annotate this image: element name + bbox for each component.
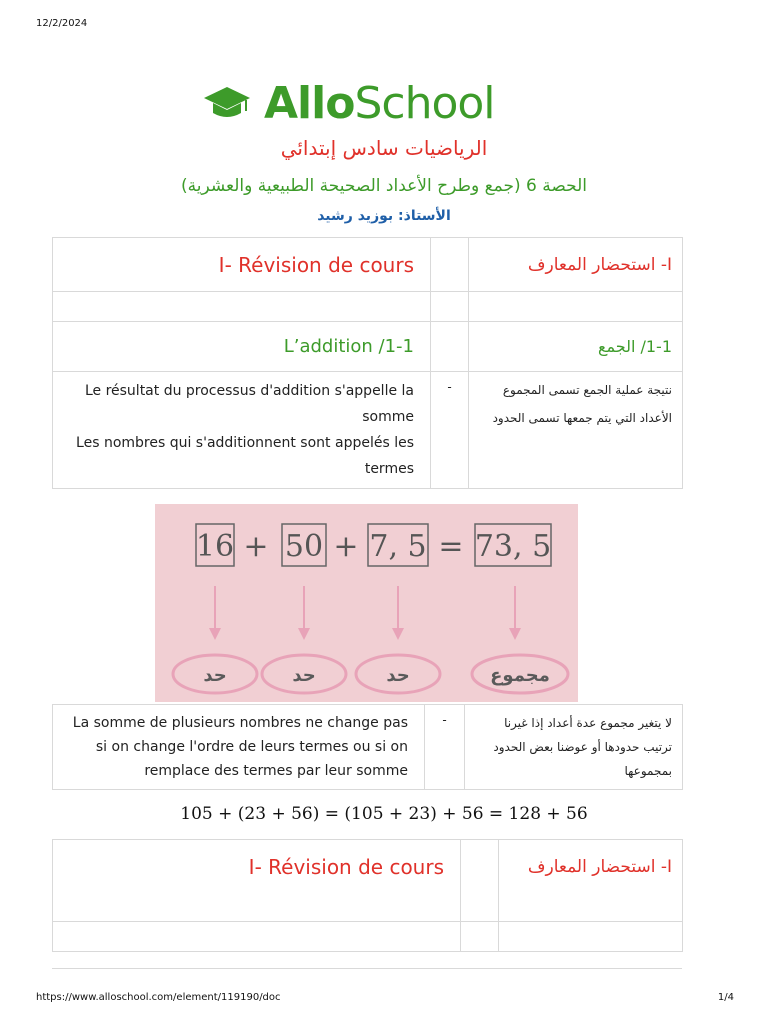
table-row (53, 922, 683, 952)
term-1: 16 (195, 529, 235, 564)
revision-table-2 (52, 839, 683, 952)
cell-empty (461, 922, 499, 952)
cell-empty (431, 322, 469, 372)
term-2: 50 (284, 529, 324, 564)
page-number: 1/4 (717, 992, 734, 1003)
teacher-name: الأستاذ: بوزيد رشيد (317, 208, 451, 224)
cell-sub-fr (53, 322, 431, 372)
divider (52, 968, 682, 969)
print-url[interactable]: https://www.alloschool.com/element/119190/doc (36, 992, 281, 1003)
cell-body-fr (53, 372, 431, 489)
definition-sum-ar: نتيجة عملية الجمع تسمى المجموع (502, 383, 672, 397)
associativity-ar: لا يتغير مجموع عدة أعداد إذا غيرنا ترتيب حدودها أو عوضنا بعض الحدود بمجموعها (493, 716, 672, 778)
dash-mark: - (442, 713, 447, 727)
associativity-fr: La somme de plusieurs nombres ne change pas si on change l'ordre de leurs termes ou si on remplace des termes par leur somme (72, 715, 408, 779)
plus-sign-1: + (243, 529, 269, 564)
cell-dash (425, 705, 465, 790)
term-3: 7, 5 (369, 529, 427, 564)
logo-text-bold: Allo (264, 77, 355, 129)
table-row (53, 705, 683, 790)
sum-result: 73, 5 (474, 529, 552, 564)
table-row (53, 322, 683, 372)
definition-terms-fr: Les nombres qui s'additionnent sont appelés les termes (76, 435, 414, 477)
term-label-3: حد (386, 665, 410, 686)
revision-heading-ar: I- استحضار المعارف (527, 255, 672, 275)
cell-empty (431, 238, 469, 292)
addition-heading-ar: 1-1/ الجمع (597, 337, 672, 356)
cell-empty (461, 840, 499, 922)
table-row (53, 840, 683, 922)
revision-heading-ar: I- استحضار المعارف (527, 857, 672, 877)
print-date: 12/2/2024 (36, 18, 88, 29)
cell-empty (53, 292, 431, 322)
cell-header-fr (53, 238, 431, 292)
cell-body-ar (469, 372, 683, 489)
table-row (53, 238, 683, 292)
cell-header-fr (53, 840, 461, 922)
addition-figure (155, 504, 578, 702)
property-table (52, 704, 683, 790)
logo-text (264, 78, 495, 129)
graduation-cap-icon (202, 83, 252, 123)
revision-table (52, 237, 683, 489)
cell-body-ar (465, 705, 683, 790)
addition-heading-fr: L’addition /1-1 (283, 336, 414, 357)
cell-header-ar (469, 238, 683, 292)
table-row (53, 292, 683, 322)
cell-empty (469, 292, 683, 322)
logo-text-regular: School (354, 77, 495, 129)
lesson-title: الحصة 6 (جمع وطرح الأعداد الصحيحة الطبيعية والعشرية) (180, 176, 587, 196)
cell-body-fr (53, 705, 425, 790)
definition-sum-fr: Le résultat du processus d'addition s'appelle la somme (84, 383, 414, 425)
cell-empty (431, 292, 469, 322)
cell-sub-ar (469, 322, 683, 372)
revision-heading-fr: I- Révision de cours (248, 855, 444, 879)
plus-sign-2: + (333, 529, 359, 564)
cell-dash (431, 372, 469, 489)
definition-terms-ar: الأعداد التي يتم جمعها تسمى الحدود (492, 411, 672, 425)
term-label-1: حد (203, 665, 227, 686)
sum-label: مجموع (490, 665, 550, 686)
equals-sign: = (438, 529, 464, 564)
subject-title: الرياضيات سادس إبتدائي (280, 136, 488, 160)
alloschool-logo[interactable] (202, 76, 495, 130)
revision-heading-fr: I- Révision de cours (218, 253, 414, 277)
dash-mark: - (447, 380, 452, 394)
cell-empty (53, 922, 461, 952)
cell-empty (499, 922, 683, 952)
term-label-2: حد (292, 665, 316, 686)
cell-header-ar (499, 840, 683, 922)
table-row (53, 372, 683, 489)
example-formula: 105 + (23 + 56) = (105 + 23) + 56 = 128 + 56 (180, 804, 588, 824)
